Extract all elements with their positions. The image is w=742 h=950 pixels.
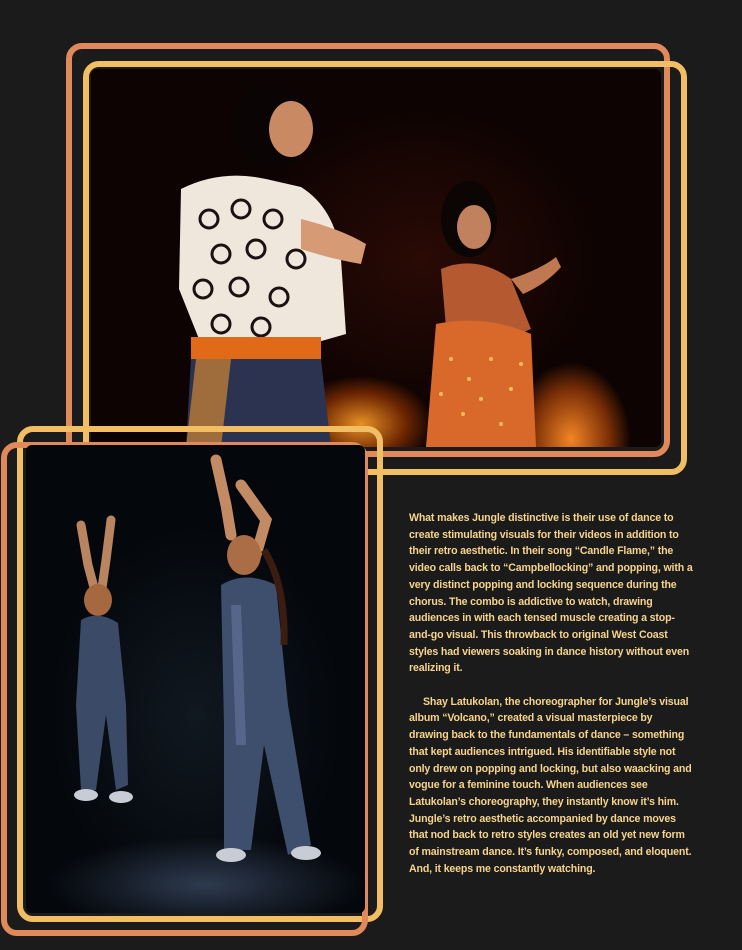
article-body xyxy=(409,510,694,877)
photo-dancers-denim-illustration xyxy=(26,445,365,913)
photo-dancers-duo xyxy=(91,69,661,447)
article-paragraph: Shay Latukolan, the choreographer for Jungle’s visual album “Volcano,” created a visual masterpiece by drawing back to the fundamentals of dance – something that kept audiences intrigued. His identifiable style not only drew on popping and locking, but also waacking and vogue for a feminine touch. When audiences see Latukolan’s choreography, they instantly know it’s him. Jungle’s retro aesthetic accompanied by dance moves that nod back to retro styles creates an old yet new form of mainstream dance. It’s funky, composed, and eloquent. And, it keeps me constantly watching. xyxy=(409,695,692,875)
article-paragraph: What makes Jungle distinctive is their use of dance to create stimulating visuals for their videos in addition to their retro aesthetic. In their song “Candle Flame,” the video calls back to “Campbellocking” and popping, with a very distinct popping and locking sequence during the chorus. The combo is addictive to watch, drawing audiences in with each tensed muscle creating a stop-and-go visual. This throwback to original West Coast styles had viewers soaking in dance history without even realizing it. xyxy=(409,512,693,675)
photo-dancers-denim xyxy=(26,445,365,913)
photo-dancers-duo-illustration xyxy=(91,69,661,447)
